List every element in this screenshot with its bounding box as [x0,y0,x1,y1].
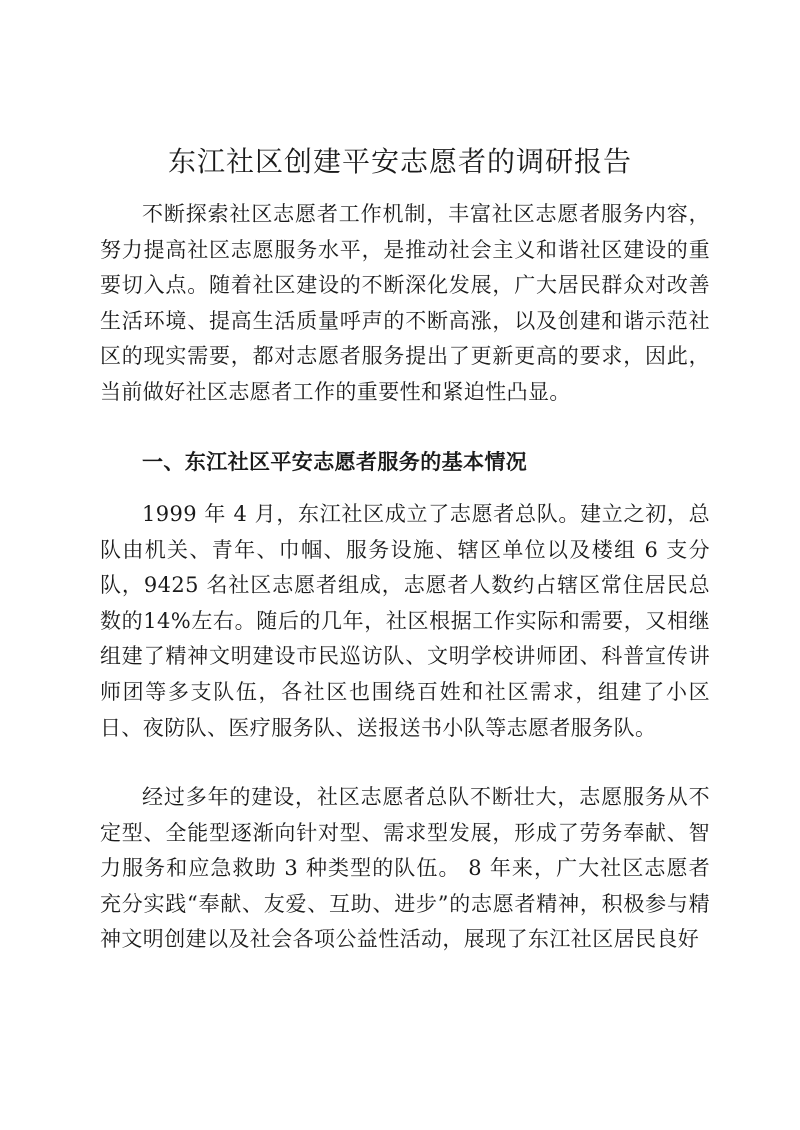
paragraph-basic-situation: 1999 年 4 月，东江社区成立了志愿者总队。建立之初，总队由机关、青年、巾帼、服务设施、辖区单位以及楼组 6 支分队，9425 名社区志愿者组成，志愿者人数约占辖区常住居民总数的14%左右。随后的几年，社区根据工作实际和需要，又相继组建了精神文明建设市民巡访队、文明学校讲师团、科普宣传讲师团等多支队伍，各社区也围绕百姓和社区需求，组建了小区日、夜防队、医疗服务队、送报送书小队等志愿者服务队。 [100,502,710,740]
document-title: 东江社区创建平安志愿者的调研报告 [167,145,632,178]
paragraph-development: 经过多年的建设，社区志愿者总队不断壮大，志愿服务从不定型、全能型逐渐向针对型、需求型发展，形成了劳务奉献、智力服务和应急救助 3 种类型的队伍。 8 年来，广大社区志愿者充分实践“奉献、友爱、互助、进步”的志愿者精神，积极参与精神文明创建以及社会各项公益性活动，展现了东江社区居民良好 [100,785,710,952]
section-heading-1: 一、东江社区平安志愿者服务的基本情况 [142,449,528,474]
paragraph-intro: 不断探索社区志愿者工作机制，丰富社区志愿者服务内容，努力提高社区志愿服务水平，是推动社会主义和谐社区建设的重要切入点。随着社区建设的不断深化发展，广大居民群众对改善生活环境、提高生活质量呼声的不断高涨，以及创建和谐示范社区的现实需要，都对志愿者服务提出了更新更高的要求，因此，当前做好社区志愿者工作的重要性和紧迫性凸显。 [100,202,710,404]
